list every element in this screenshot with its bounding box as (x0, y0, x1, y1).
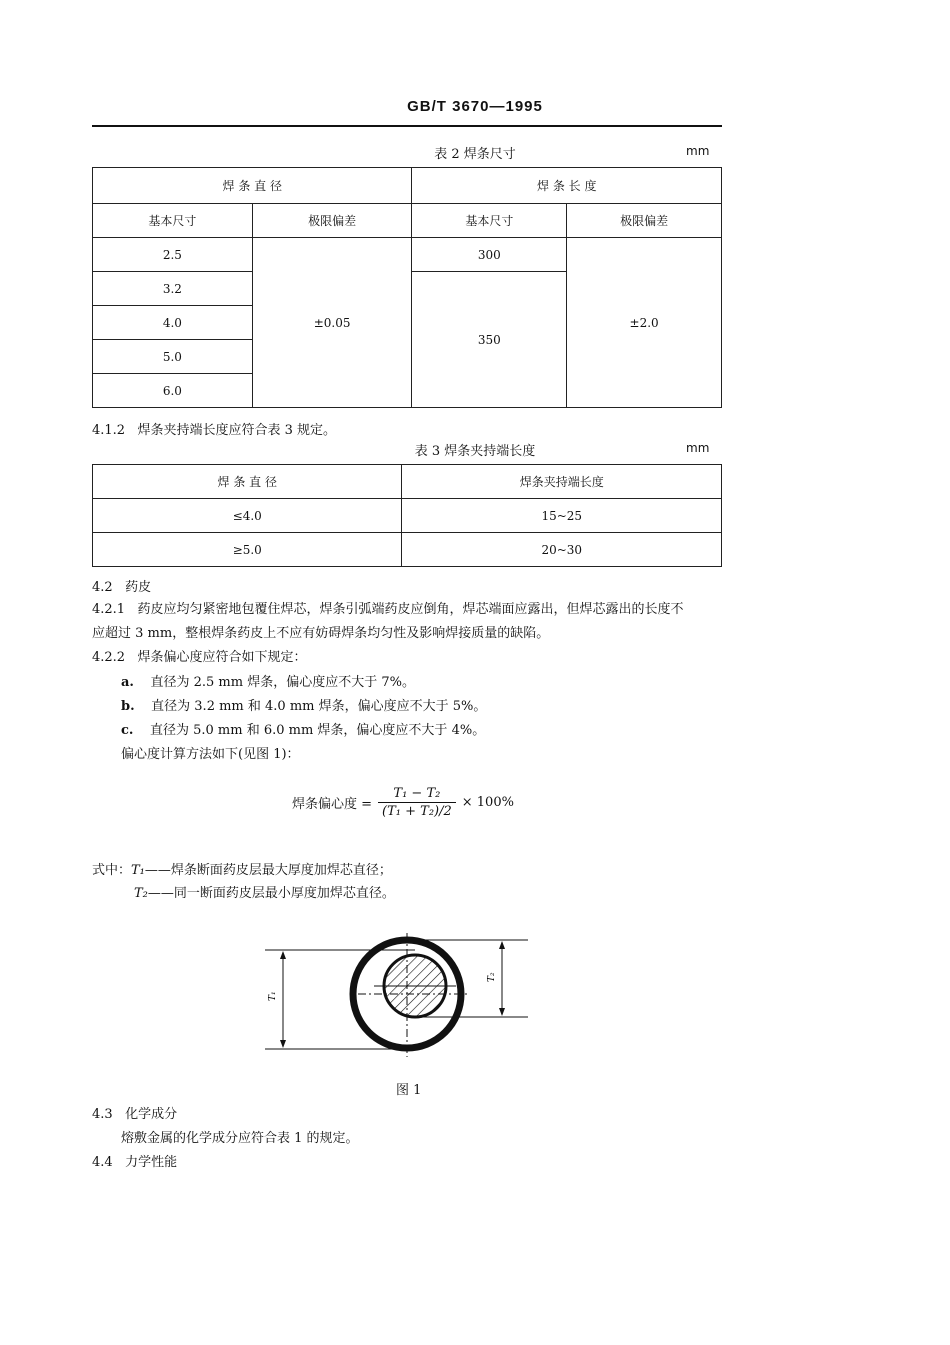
sec-4-3-num: 4.3 (92, 1107, 113, 1122)
table3-col-d: 焊 条 直 径 (93, 465, 402, 499)
table2-diameter: 4.0 (93, 306, 253, 340)
sec-4-2-1-line2: 应超过 3 mm，整根焊条药皮上不应有妨碍焊条均匀性及影响焊接质量的缺陷。 (92, 626, 550, 641)
sec-4-4-title: 力学性能 (125, 1155, 178, 1170)
formula-rhs: × 100% (461, 795, 514, 810)
sec-4-2-2-text: 焊条偏心度应符合如下规定： (137, 650, 307, 665)
table2-diameter: 5.0 (93, 340, 253, 374)
table2-diameter: 2.5 (93, 238, 253, 272)
list-item-text: 直径为 5.0 mm 和 6.0 mm 焊条，偏心度应不大于 4%。 (149, 723, 486, 738)
list-item-mark: c. (121, 723, 134, 738)
table2-col-tol-l: 极限偏差 (567, 204, 722, 238)
sec-4-3 (92, 1103, 177, 1122)
list-item-text: 直径为 3.2 mm 和 4.0 mm 焊条，偏心度应不大于 5%。 (151, 699, 487, 714)
table2-group-length: 焊 条 长 度 (412, 168, 722, 204)
sec-4-1-2 (92, 419, 336, 438)
where-t1-symbol: T₁ (131, 863, 145, 878)
sec-4-2-1-text: 药皮应均匀紧密地包覆住焊芯，焊条引弧端药皮应倒角，焊芯端面应露出，但焊芯露出的长度不 (137, 602, 684, 617)
figure-caption: 图 1 (396, 1083, 422, 1098)
formula-numerator: T₁ − T₂ (378, 786, 456, 803)
figure-label-t1: T₁ (268, 991, 278, 1001)
table3-unit: mm (686, 441, 710, 455)
formula-denominator: (T₁ + T₂)/2 (382, 804, 452, 819)
where-t2-text: ——同一断面药皮层最小厚度加焊芯直径。 (147, 886, 395, 901)
where-t2-symbol: T₂ (134, 886, 148, 901)
table3 (92, 464, 722, 567)
table2-length-300: 300 (412, 238, 567, 272)
table2-col-tol-d: 极限偏差 (252, 204, 412, 238)
table2-col-basic-l: 基本尺寸 (412, 204, 567, 238)
sec-4-2-title: 药皮 (125, 580, 152, 595)
sec-4-2-2 (92, 646, 307, 665)
table3-len: 20~30 (402, 533, 722, 567)
formula-lhs: 焊条偏心度 = (292, 797, 373, 812)
table2-tol-d: ±0.05 (252, 238, 412, 408)
sec-4-2 (92, 576, 151, 595)
where-prefix: 式中： (92, 863, 132, 878)
table2-tol-l: ±2.0 (567, 238, 722, 408)
where-t1-text: ——焊条断面药皮层最大厚度加焊芯直径； (144, 863, 392, 878)
sec-4-2-1-num: 4.2.1 (92, 602, 126, 617)
standard-header: GB/T 3670—1995 (407, 98, 543, 115)
sec-4-4-num: 4.4 (92, 1155, 113, 1170)
formula-fraction (378, 786, 456, 819)
header-rule (92, 125, 722, 127)
list-item-text: 直径为 2.5 mm 焊条，偏心度应不大于 7%。 (150, 675, 415, 690)
table2 (92, 167, 722, 408)
sec-4-2-num: 4.2 (92, 580, 113, 595)
sec-4-3-text: 熔敷金属的化学成分应符合表 1 的规定。 (121, 1131, 359, 1146)
table2-title: 表 2 焊条尺寸 (434, 147, 516, 162)
table2-diameter: 6.0 (93, 374, 253, 408)
table3-d: ≥5.0 (93, 533, 402, 567)
sec-4-4 (92, 1151, 177, 1170)
list-item (121, 671, 415, 690)
calc-intro: 偏心度计算方法如下(见图 1)： (121, 747, 300, 762)
table3-d: ≤4.0 (93, 499, 402, 533)
sec-4-1-2-text: 焊条夹持端长度应符合表 3 规定。 (137, 423, 337, 438)
table3-col-len: 焊条夹持端长度 (402, 465, 722, 499)
table2-length-350: 350 (412, 272, 567, 408)
table3-title: 表 3 焊条夹持端长度 (414, 444, 536, 459)
list-item (121, 695, 486, 714)
table2-group-diameter: 焊 条 直 径 (93, 168, 412, 204)
list-item-mark: a. (121, 675, 134, 690)
sec-4-1-2-num: 4.1.2 (92, 423, 126, 438)
sec-4-2-1-line1 (92, 598, 684, 617)
table2-diameter: 3.2 (93, 272, 253, 306)
figure-1-diagram (250, 925, 540, 1065)
sec-4-3-title: 化学成分 (125, 1107, 178, 1122)
where-t1 (92, 859, 392, 878)
eccentricity-formula (292, 786, 514, 819)
table3-len: 15~25 (402, 499, 722, 533)
list-item-mark: b. (121, 699, 135, 714)
table2-unit: mm (686, 144, 710, 158)
list-item (121, 719, 485, 738)
sec-4-2-2-num: 4.2.2 (92, 650, 126, 665)
figure-label-t2: T₂ (487, 972, 497, 982)
where-t2 (134, 882, 395, 901)
table2-col-basic-d: 基本尺寸 (93, 204, 253, 238)
